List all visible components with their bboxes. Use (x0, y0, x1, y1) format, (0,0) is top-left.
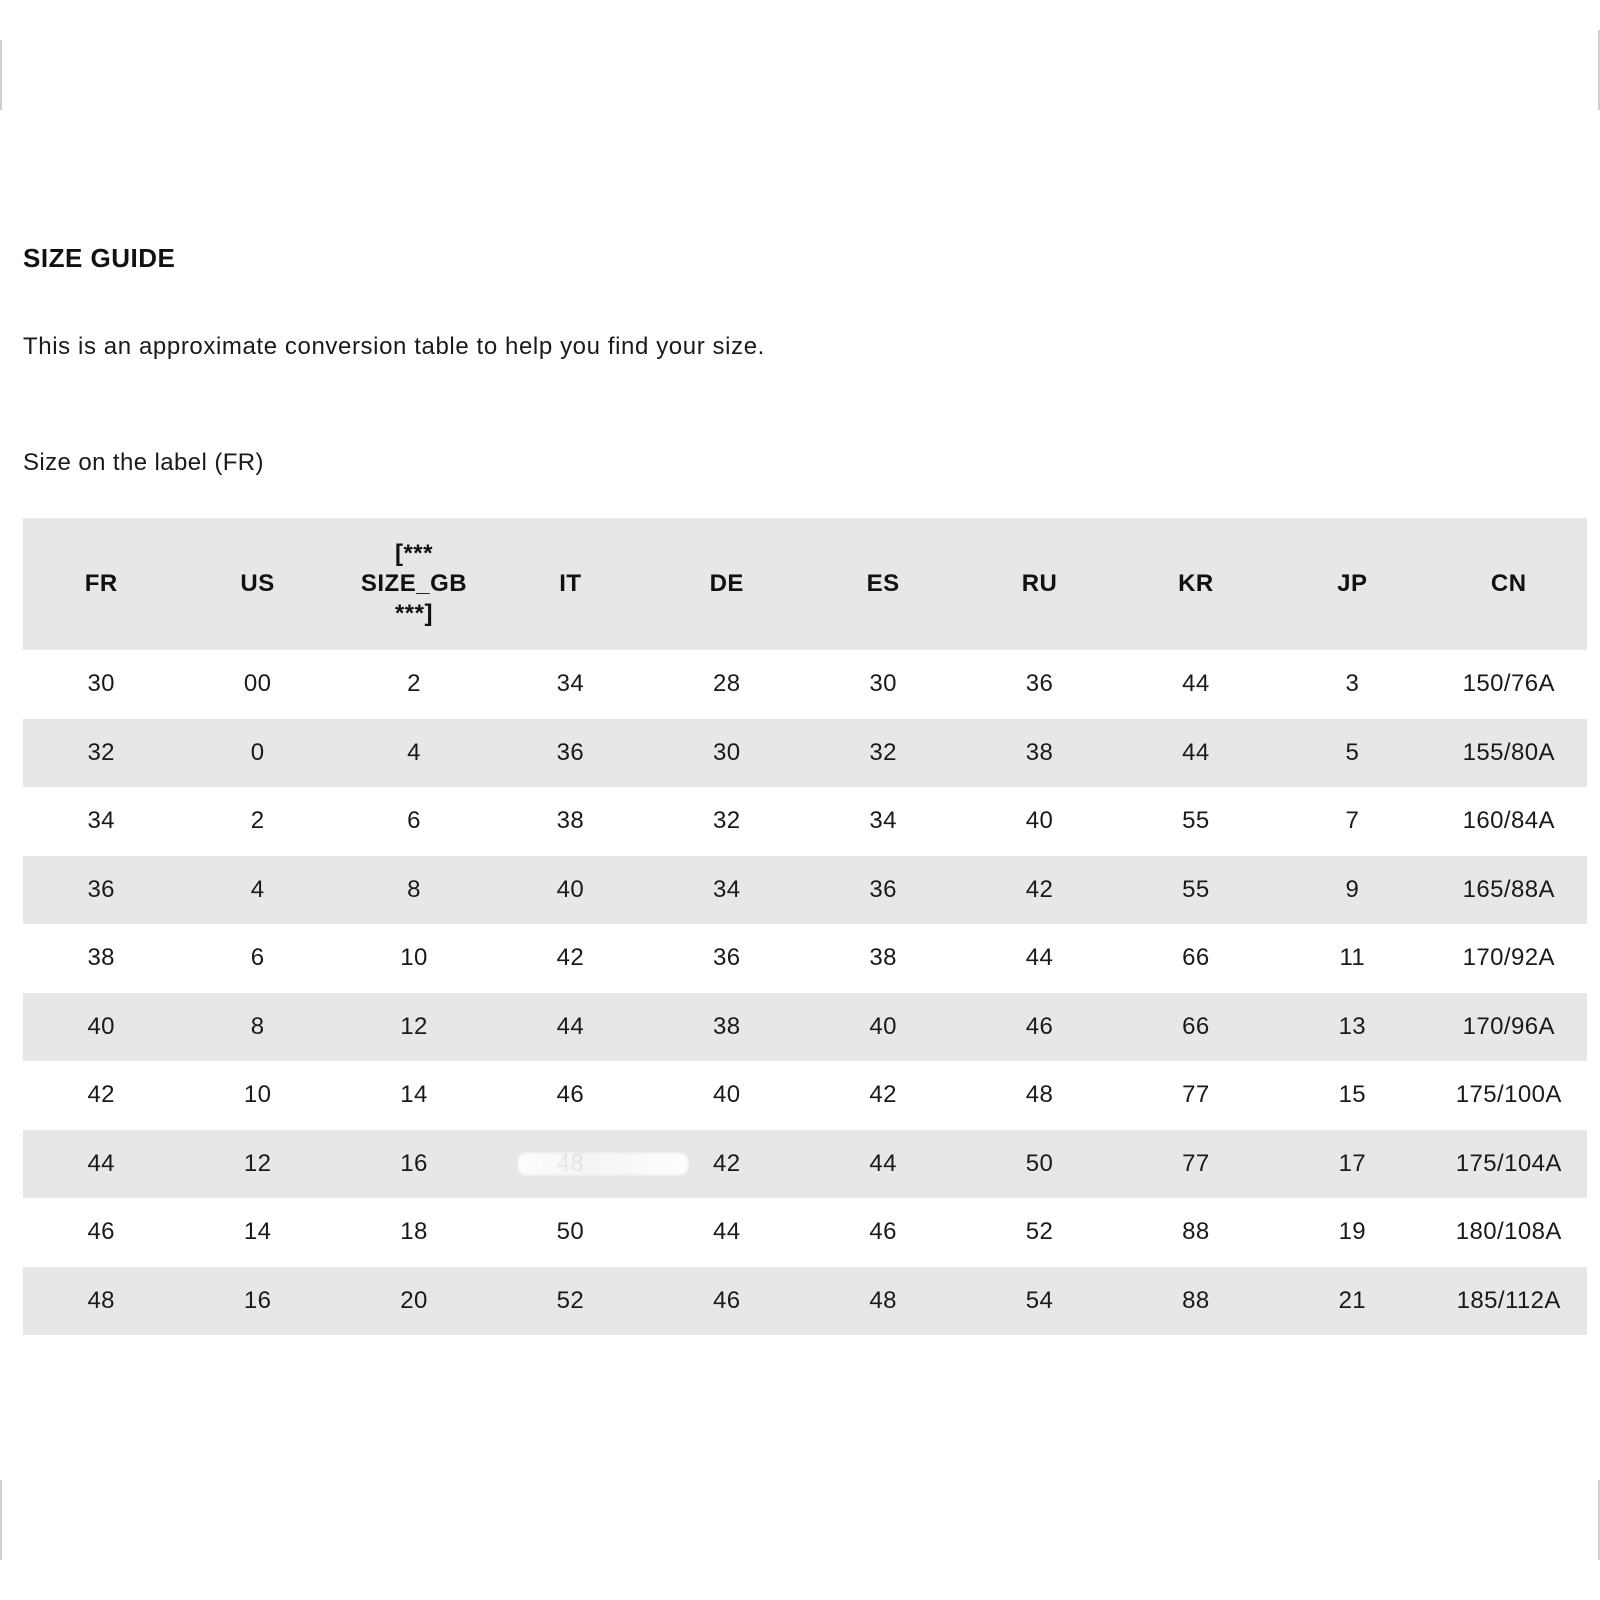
table-cell: 48 (1025, 1081, 1054, 1109)
table-cell: 50 (1025, 1149, 1054, 1177)
table-cell: 2 (407, 670, 421, 698)
table-cell: 14 (243, 1218, 272, 1246)
table-cell: 12 (400, 1012, 428, 1040)
table-cell: 30 (713, 738, 741, 766)
table-cell: 175/100A (1455, 1081, 1562, 1109)
table-cell: 44 (87, 1149, 115, 1177)
table-cell: 34 (869, 807, 897, 835)
column-header: ES (866, 570, 900, 597)
table-cell: 38 (556, 807, 585, 835)
table-row (23, 719, 1587, 788)
table-cell: 10 (243, 1081, 272, 1109)
table-cell: 32 (87, 738, 115, 766)
table-cell: 48 (869, 1286, 897, 1314)
page-subtitle: This is an approximate conversion table to help you find your size. (23, 333, 765, 360)
table-cell: 77 (1182, 1149, 1210, 1177)
table-cell: 66 (1182, 944, 1210, 972)
table-cell: 5 (1345, 738, 1360, 766)
table-cell: 38 (869, 944, 897, 972)
table-cell: 44 (1025, 944, 1054, 972)
table-cell: 46 (556, 1081, 585, 1109)
table-cell: 8 (407, 875, 421, 903)
table-cell: 38 (87, 944, 115, 972)
table-cell: 40 (1025, 807, 1054, 835)
table-row (23, 1267, 1587, 1336)
table-cell: 19 (1338, 1218, 1367, 1246)
table-cell: 11 (1339, 944, 1366, 972)
table-cell: 9 (1345, 875, 1360, 903)
column-header: [*** SIZE_GB ***] (360, 540, 468, 627)
table-cell: 160/84A (1462, 807, 1555, 835)
table-cell: 12 (243, 1149, 272, 1177)
table-cell: 44 (713, 1218, 741, 1246)
table-cell: 13 (1338, 1012, 1367, 1040)
table-cell: 8 (250, 1012, 265, 1040)
table-cell: 15 (1338, 1081, 1367, 1109)
table-cell: 38 (713, 1012, 741, 1040)
table-cell: 170/92A (1462, 944, 1555, 972)
table-cell: 54 (1025, 1286, 1054, 1314)
table-cell: 36 (556, 738, 585, 766)
table-cell: 16 (243, 1286, 272, 1314)
column-header: CN (1490, 570, 1527, 597)
table-body (23, 650, 1587, 1335)
table-row (23, 1198, 1587, 1267)
table-cell: 4 (250, 875, 265, 903)
table-cell: 52 (556, 1286, 585, 1314)
table-row (23, 650, 1587, 719)
table-cell: 42 (556, 944, 585, 972)
table-cell: 34 (556, 670, 585, 698)
table-cell: 40 (713, 1081, 741, 1109)
column-header: DE (709, 570, 744, 597)
table-cell: 40 (87, 1012, 115, 1040)
column-header: JP (1337, 570, 1368, 597)
table-cell: 155/80A (1462, 738, 1555, 766)
table-cell: 16 (400, 1149, 428, 1177)
table-cell: 46 (869, 1218, 897, 1246)
blurred-region (518, 1153, 688, 1175)
table-cell: 28 (713, 670, 741, 698)
size-conversion-table (23, 518, 1587, 1335)
table-cell: 44 (1182, 670, 1210, 698)
table-row (23, 856, 1587, 925)
table-cell: 30 (869, 670, 897, 698)
table-cell: 66 (1182, 1012, 1210, 1040)
page-title: SIZE GUIDE (23, 243, 176, 273)
table-cell: 40 (869, 1012, 897, 1040)
table-cell: 55 (1182, 875, 1210, 903)
table-cell: 185/112A (1456, 1286, 1561, 1314)
table-cell: 30 (87, 670, 115, 698)
table-cell: 55 (1182, 807, 1210, 835)
table-cell: 88 (1182, 1286, 1210, 1314)
table-cell: 17 (1338, 1149, 1367, 1177)
table-cell: 3 (1345, 670, 1360, 698)
table-cell: 48 (87, 1286, 115, 1314)
table-cell: 42 (713, 1149, 741, 1177)
table-cell: 42 (1025, 875, 1054, 903)
table-cell: 44 (1182, 738, 1210, 766)
table-cell: 44 (556, 1012, 585, 1040)
table-cell: 6 (407, 807, 421, 835)
table-cell: 34 (87, 807, 115, 835)
table-cell: 21 (1338, 1286, 1367, 1314)
table-cell: 165/88A (1462, 875, 1555, 903)
table-row (23, 1130, 1587, 1199)
table-cell: 32 (869, 738, 897, 766)
column-header: US (240, 570, 275, 597)
table-row (23, 924, 1587, 993)
table-cell: 170/96A (1462, 1012, 1555, 1040)
table-cell: 36 (1025, 670, 1054, 698)
label-size-note: Size on the label (FR) (23, 449, 264, 476)
table-cell: 40 (556, 875, 585, 903)
table-cell: 6 (250, 944, 265, 972)
table-cell: 18 (400, 1218, 428, 1246)
table-row (23, 1061, 1587, 1130)
table-cell: 20 (400, 1286, 428, 1314)
table-cell: 34 (713, 875, 741, 903)
table-cell: 150/76A (1462, 670, 1555, 698)
left-edge-mark-bottom (0, 1480, 2, 1560)
table-cell: 14 (400, 1081, 428, 1109)
table-cell: 77 (1182, 1081, 1210, 1109)
table-cell: 88 (1182, 1218, 1210, 1246)
column-header: KR (1178, 570, 1214, 597)
table-cell: 32 (713, 807, 741, 835)
table-cell: 42 (87, 1081, 115, 1109)
table-cell: 46 (713, 1286, 741, 1314)
column-header: FR (84, 570, 118, 597)
table-cell: 50 (556, 1218, 585, 1246)
table-cell: 00 (243, 670, 272, 698)
table-cell: 10 (400, 944, 428, 972)
table-cell: 44 (869, 1149, 897, 1177)
table-cell: 36 (87, 875, 115, 903)
table-cell: 38 (1025, 738, 1054, 766)
table-cell: 36 (869, 875, 897, 903)
table-cell: 52 (1025, 1218, 1054, 1246)
column-header: IT (559, 570, 582, 597)
table-cell: 46 (87, 1218, 115, 1246)
table-row (23, 787, 1587, 856)
table-row (23, 993, 1587, 1062)
table-cell: 175/104A (1455, 1149, 1562, 1177)
table-cell: 36 (713, 944, 741, 972)
table-cell: 7 (1345, 807, 1360, 835)
left-edge-mark-top (0, 40, 2, 110)
table-cell: 4 (407, 738, 421, 766)
table-cell: 2 (250, 807, 265, 835)
table-cell: 46 (1025, 1012, 1054, 1040)
column-header: RU (1021, 570, 1058, 597)
table-cell: 0 (250, 738, 265, 766)
table-cell: 180/108A (1455, 1218, 1562, 1246)
table-header-row (23, 518, 1587, 650)
table-cell: 42 (869, 1081, 897, 1109)
